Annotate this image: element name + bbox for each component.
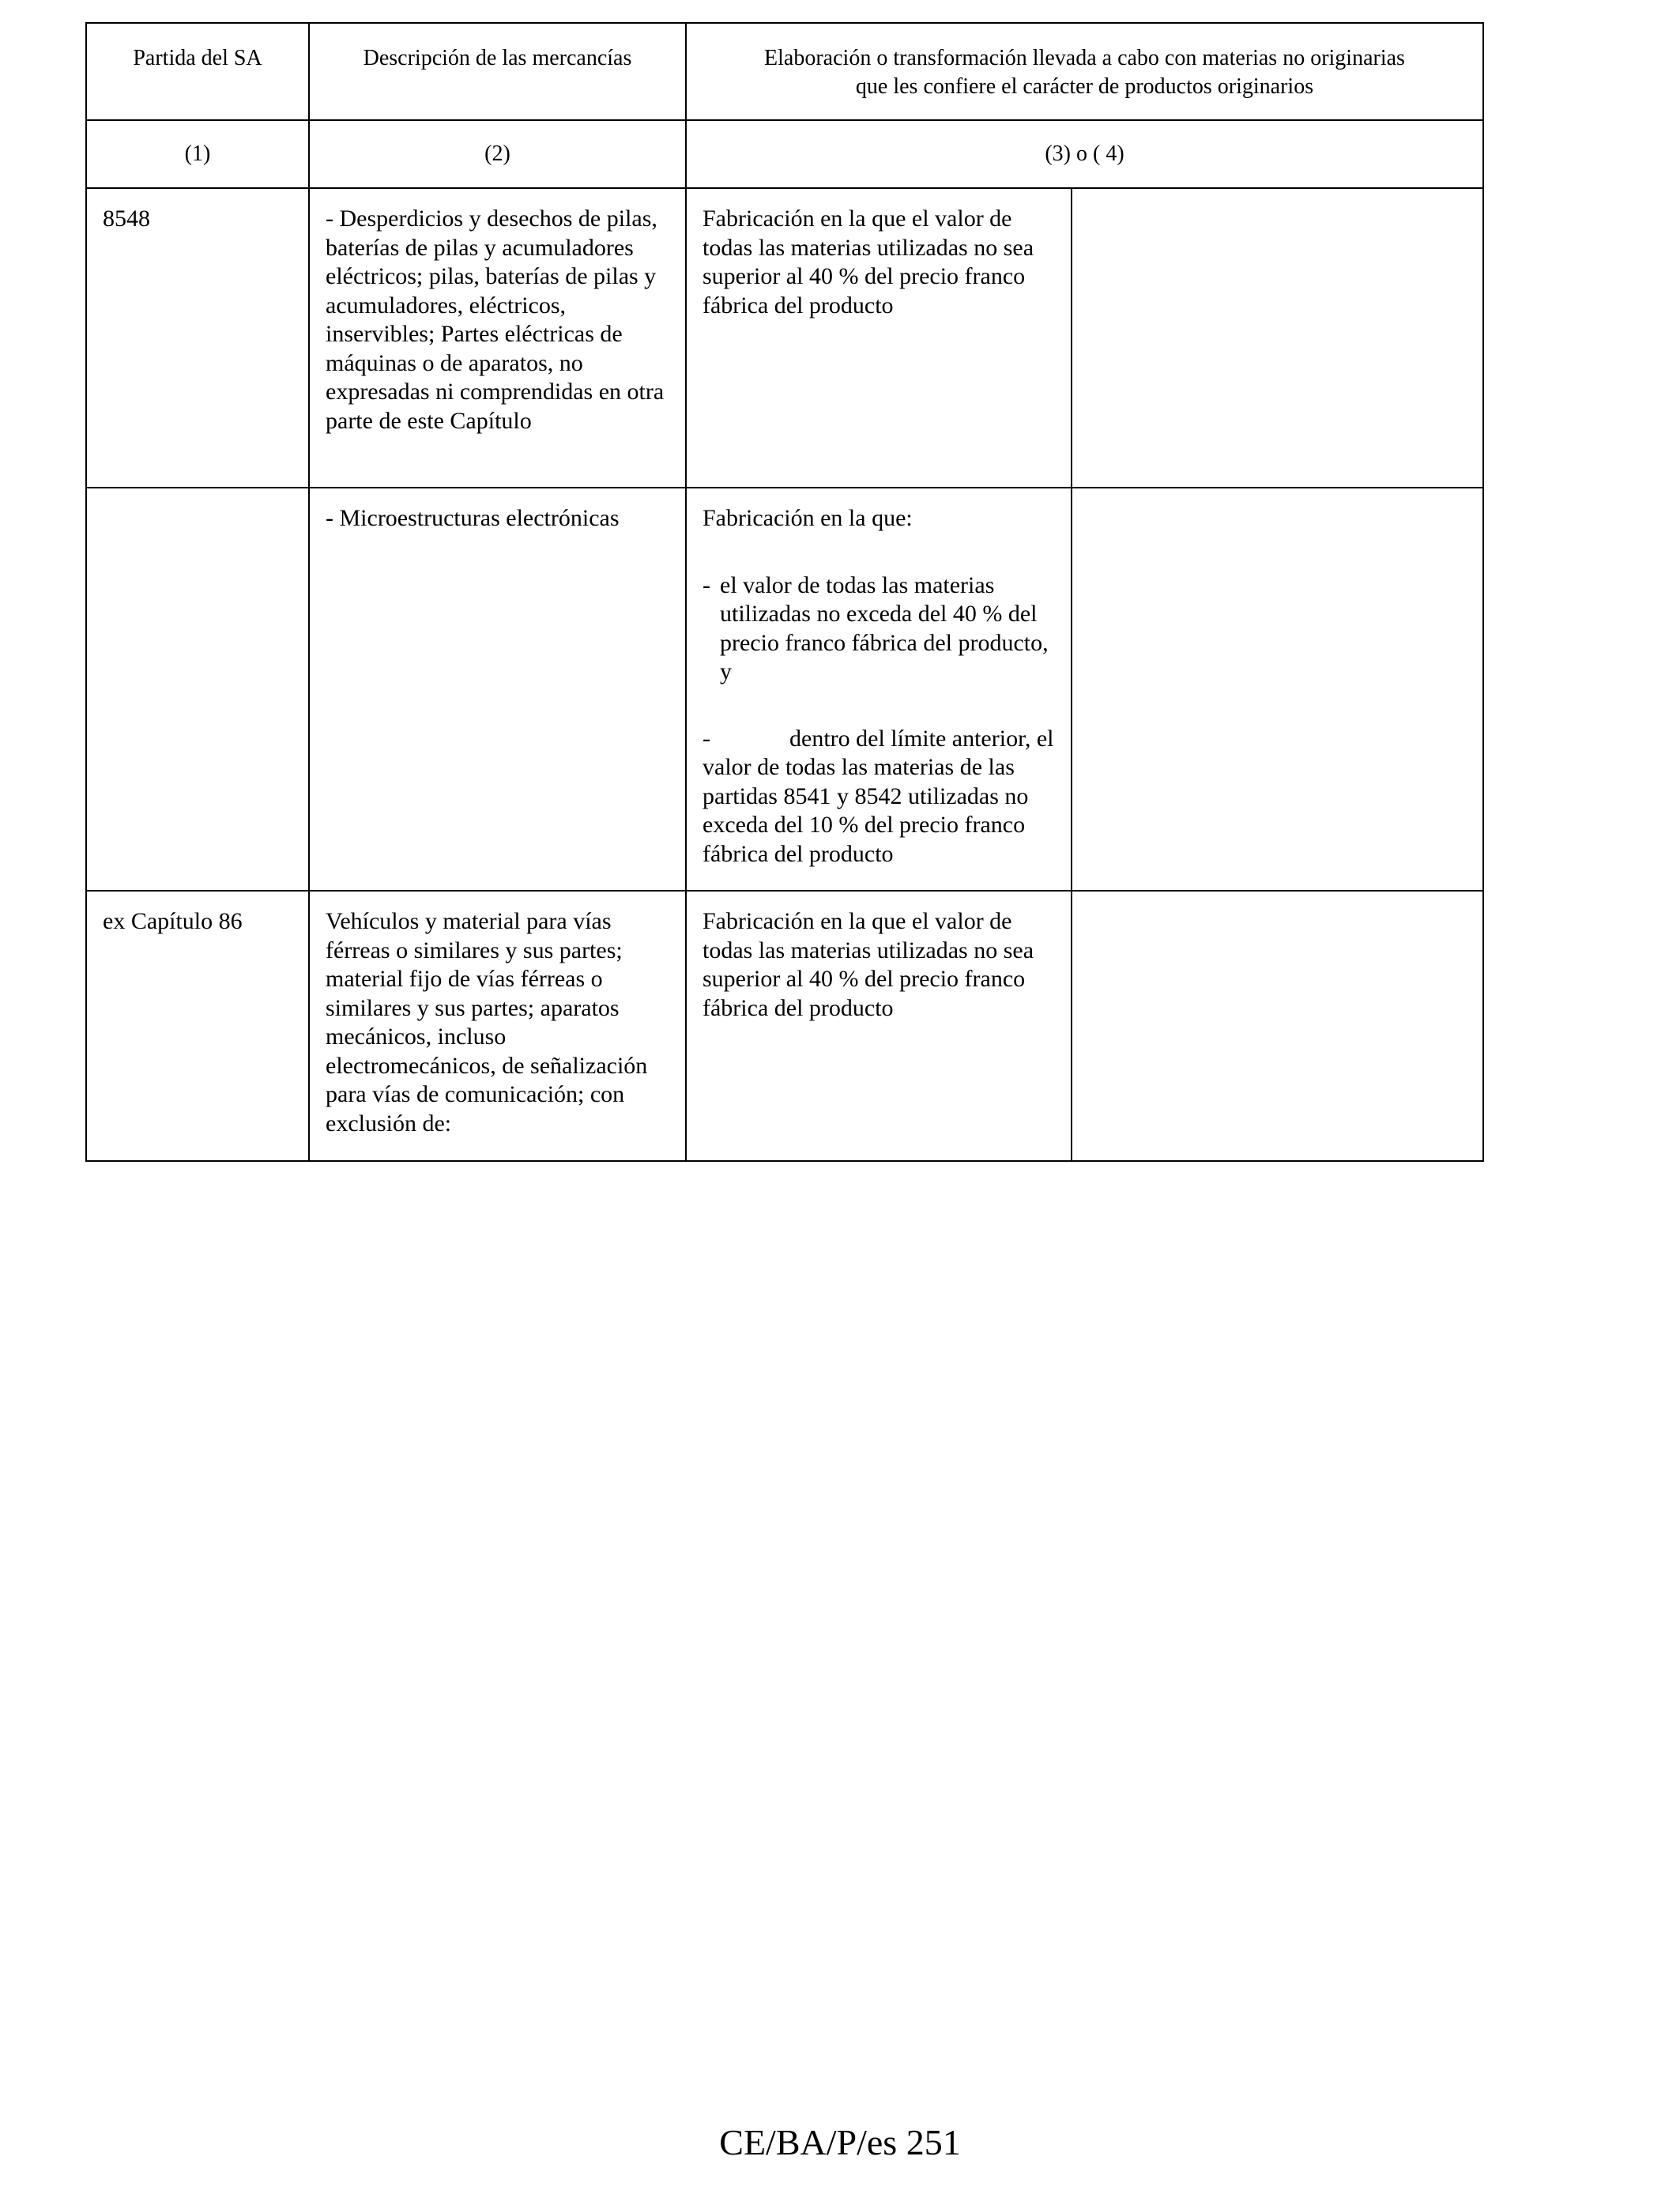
column-number-row: [86, 120, 1483, 188]
header-row: [86, 23, 1483, 120]
row-col4-cell: [1072, 188, 1483, 488]
column-number-1: (1): [86, 120, 309, 188]
header-working-processing: [686, 23, 1483, 120]
rule-item-text: dentro del límite anterior, el valor de todas las materias de las partidas 8541 y 8542 utilizadas no exceda del 10 % del precio franco fábrica del producto: [703, 725, 1054, 867]
rule-dash-item: [703, 571, 1055, 687]
table-row: [86, 891, 1483, 1161]
page-reference: CE/BA/P/es 251: [719, 2122, 961, 2162]
row-rule-cell: Fabricación en la que el valor de todas las materias utilizadas no sea superior al 40 % del precio franco fábrica del producto: [686, 891, 1072, 1161]
rule-item-text: el valor de todas las materias utilizadas no exceda del 40 % del precio franco fábrica del producto, y: [720, 571, 1049, 684]
dash-marker: -: [703, 571, 710, 598]
rule-dash-item: [703, 725, 1055, 869]
rule-intro: Fabricación en la que:: [703, 505, 913, 531]
column-number-3-4: (3) o ( 4): [686, 120, 1483, 188]
row-col4-cell: [1072, 488, 1483, 891]
row-rule-cell: Fabricación en la que el valor de todas las materias utilizadas no sea superior al 40 % del precio franco fábrica del producto: [686, 188, 1072, 488]
row-description-cell: - Desperdicios y desechos de pilas, baterías de pilas y acumuladores eléctricos; pilas, baterías de pilas y acumuladores, eléctricos, inservibles; Partes eléctricas de máquinas o de aparatos, no expresadas ni comprendidas en otra parte de este Capítulo: [309, 188, 686, 488]
row-description-cell: Vehículos y material para vías férreas o similares y sus partes; material fijo de vías férreas o similares y sus partes; aparatos mecánicos, incluso electromecánicos, de señalización para vías de comunicación; con exclusión de:: [309, 891, 686, 1161]
row-col4-cell: [1072, 891, 1483, 1161]
row-rule-cell: [686, 488, 1072, 891]
table-row: [86, 488, 1483, 891]
column-number-2: (2): [309, 120, 686, 188]
dash-marker: -: [703, 725, 710, 752]
row-heading-cell: ex Capítulo 86: [86, 891, 309, 1161]
header-hs-heading: Partida del SA: [86, 23, 309, 120]
rules-table: [85, 22, 1484, 1162]
row-description-cell: - Microestructuras electrónicas: [309, 488, 686, 891]
header-working-line-1: Elaboración o transformación llevada a cabo con materias no originarias: [764, 46, 1405, 70]
header-description: Descripción de las mercancías: [309, 23, 686, 120]
table-row: [86, 188, 1483, 488]
header-working-line-2: que les confiere el carácter de productos originarios: [855, 74, 1314, 99]
row-heading-cell: [86, 488, 309, 891]
row-heading-cell: 8548: [86, 188, 309, 488]
